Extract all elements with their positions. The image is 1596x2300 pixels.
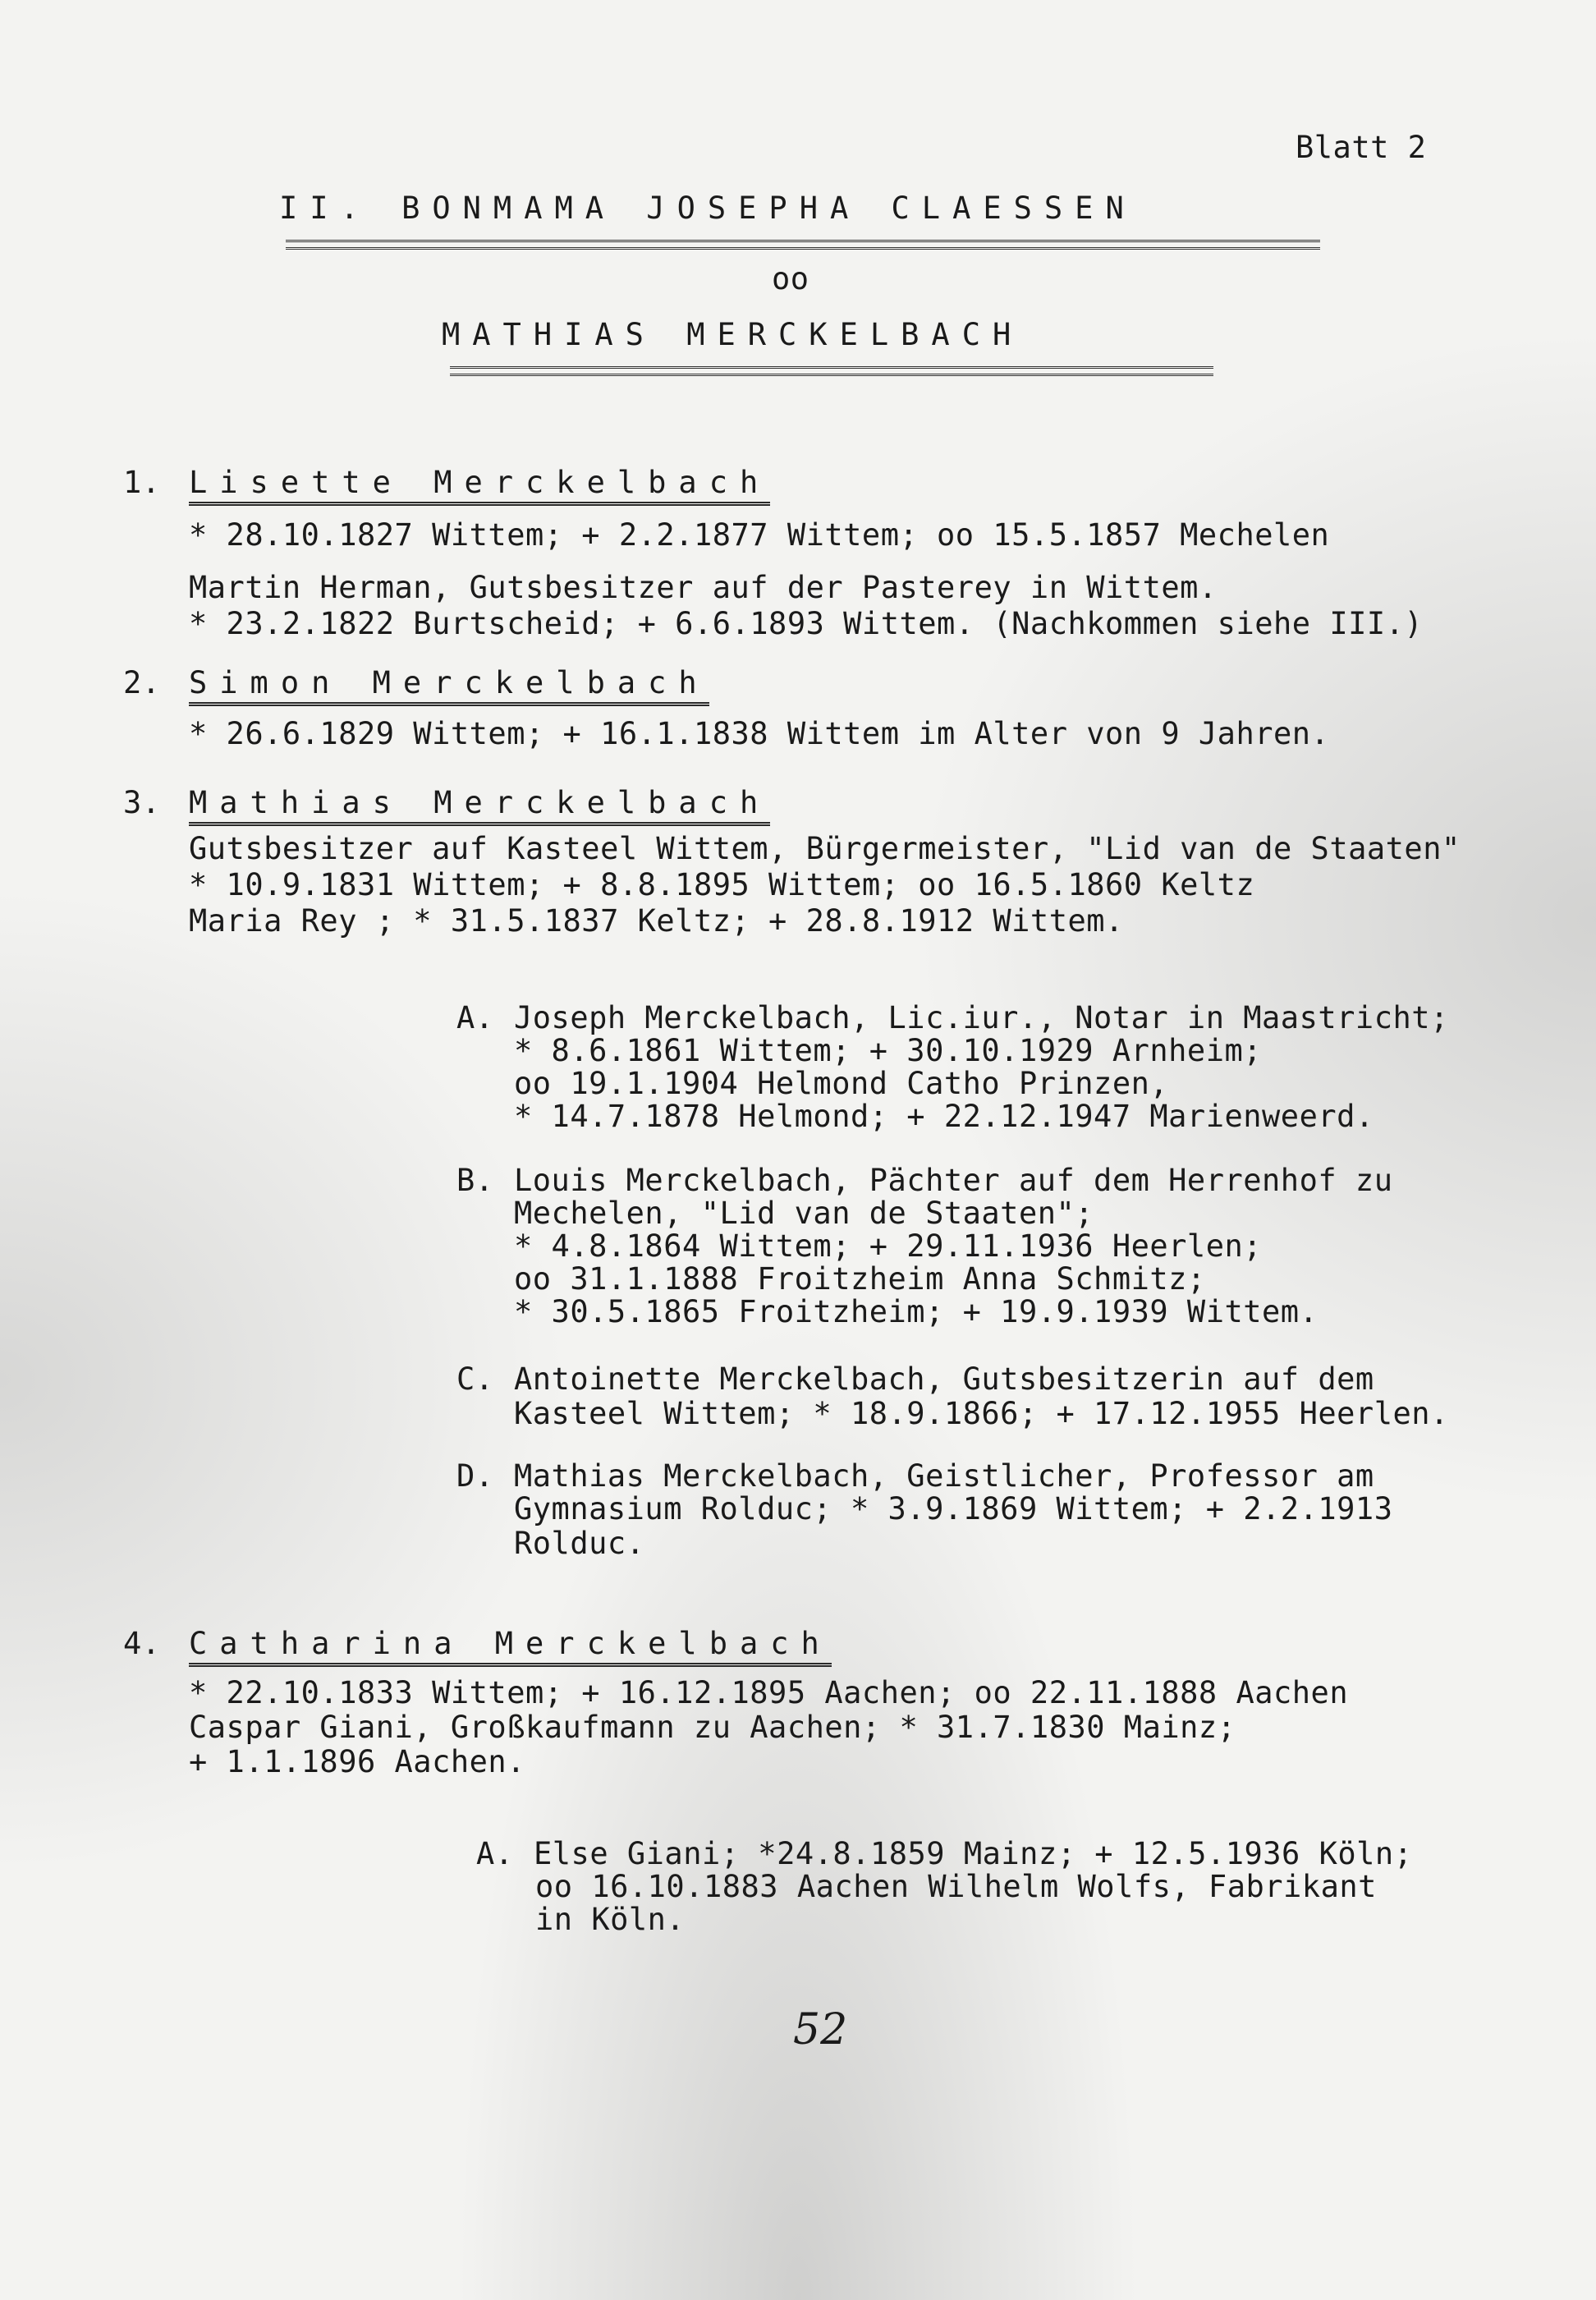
entry-3b-letter: B. [456,1163,494,1198]
entry-3d-line-3: Rolduc. [514,1526,645,1561]
entry-2-name: Simon Merckelbach [189,665,709,706]
entry-3-line-1: Gutsbesitzer auf Kasteel Wittem, Bürgermeister, "Lid van de Staaten" [189,831,1461,866]
entry-4-name: Catharina Merckelbach [189,1626,832,1667]
page-mark: 52 [793,2005,848,2054]
entry-3-line-3: Maria Rey ; * 31.5.1837 Keltz; + 28.8.1912 Wittem. [189,903,1124,939]
entry-4a-line-3: in Köln. [535,1902,686,1937]
entry-3c-text-1: Antoinette Merckelbach, Gutsbesitzerin auf dem [514,1361,1374,1397]
entry-4a-letter: A. [476,1836,514,1871]
header-line1: II. BONMAMA JOSEPHA CLAESSEN [279,191,1136,226]
entry-3-line-2: * 10.9.1831 Wittem; + 8.8.1895 Wittem; oo 16.5.1860 Keltz [189,867,1255,902]
entry-3a-line-4: * 14.7.1878 Helmond; + 22.12.1947 Marienweerd. [514,1099,1374,1134]
entry-3a-line-1 [456,1000,1449,1036]
header-line2: MATHIAS MERCKELBACH [442,317,1024,352]
entry-3b-line-1 [456,1163,1392,1199]
entry-1-line-2: Martin Herman, Gutsbesitzer auf der Pasterey in Wittem. [189,570,1218,605]
entry-3b-text-1: Louis Merckelbach, Pächter auf dem Herrenhof zu [514,1163,1393,1198]
header-rule-1 [286,240,1320,250]
entry-3d-letter: D. [456,1458,494,1494]
entry-2-number: 2. [123,665,161,700]
entry-3a-line-2: * 8.6.1861 Wittem; + 30.10.1929 Arnheim; [514,1033,1263,1068]
entry-3a-line-3: oo 19.1.1904 Helmond Catho Prinzen, [514,1066,1169,1101]
entry-3-number: 3. [123,785,161,820]
entry-3b-line-4: oo 31.1.1888 Froitzheim Anna Schmitz; [514,1261,1206,1297]
entry-4-number: 4. [123,1626,161,1661]
entry-4a-line-1 [476,1836,1412,1872]
entry-3b-line-3: * 4.8.1864 Wittem; + 29.11.1936 Heerlen; [514,1228,1263,1264]
entry-3c-line-2: Kasteel Wittem; * 18.9.1866; + 17.12.1955 Heerlen. [514,1396,1449,1431]
entry-3d-line-2: Gymnasium Rolduc; * 3.9.1869 Wittem; + 2.2.1913 [514,1491,1393,1526]
sheet-label: Blatt 2 [1296,130,1427,165]
entry-4-line-1: * 22.10.1833 Wittem; + 16.12.1895 Aachen; oo 22.11.1888 Aachen [189,1675,1349,1710]
entry-1-name: Lisette Merckelbach [189,465,770,506]
entry-3a-text-1: Joseph Merckelbach, Lic.iur., Notar in Maastricht; [514,1000,1449,1035]
entry-3-heading [123,785,770,821]
entry-3b-line-5: * 30.5.1865 Froitzheim; + 19.9.1939 Wittem. [514,1294,1319,1329]
entry-3a-letter: A. [456,1000,494,1035]
entry-2-line-1: * 26.6.1829 Wittem; + 16.1.1838 Wittem im Alter von 9 Jahren. [189,716,1330,751]
entry-3-name: Mathias Merckelbach [189,785,770,826]
entry-4a-line-2: oo 16.10.1883 Aachen Wilhelm Wolfs, Fabrikant [535,1869,1377,1904]
entry-4a-text-1: Else Giani; *24.8.1859 Mainz; + 12.5.1936 Köln; [534,1836,1413,1871]
entry-3c-line-1 [456,1361,1374,1398]
entry-3d-line-1 [456,1458,1374,1494]
entry-1-line-1: * 28.10.1827 Wittem; + 2.2.1877 Wittem; oo 15.5.1857 Mechelen [189,517,1330,553]
header-rule-2 [450,366,1213,376]
header-oo: oo [772,261,809,296]
entry-2-heading [123,665,709,701]
entry-3d-text-1: Mathias Merckelbach, Geistlicher, Professor am [514,1458,1374,1494]
entry-3c-letter: C. [456,1361,494,1397]
entry-3b-line-2: Mechelen, "Lid van de Staaten"; [514,1196,1094,1231]
entry-1-number: 1. [123,465,161,500]
entry-4-line-3: + 1.1.1896 Aachen. [189,1744,525,1779]
entry-1-line-3: * 23.2.1822 Burtscheid; + 6.6.1893 Wittem. (Nachkommen siehe III.) [189,606,1424,641]
entry-4-line-2: Caspar Giani, Großkaufmann zu Aachen; * 31.7.1830 Mainz; [189,1710,1236,1745]
entry-4-heading [123,1626,832,1662]
entry-1-heading [123,465,770,501]
